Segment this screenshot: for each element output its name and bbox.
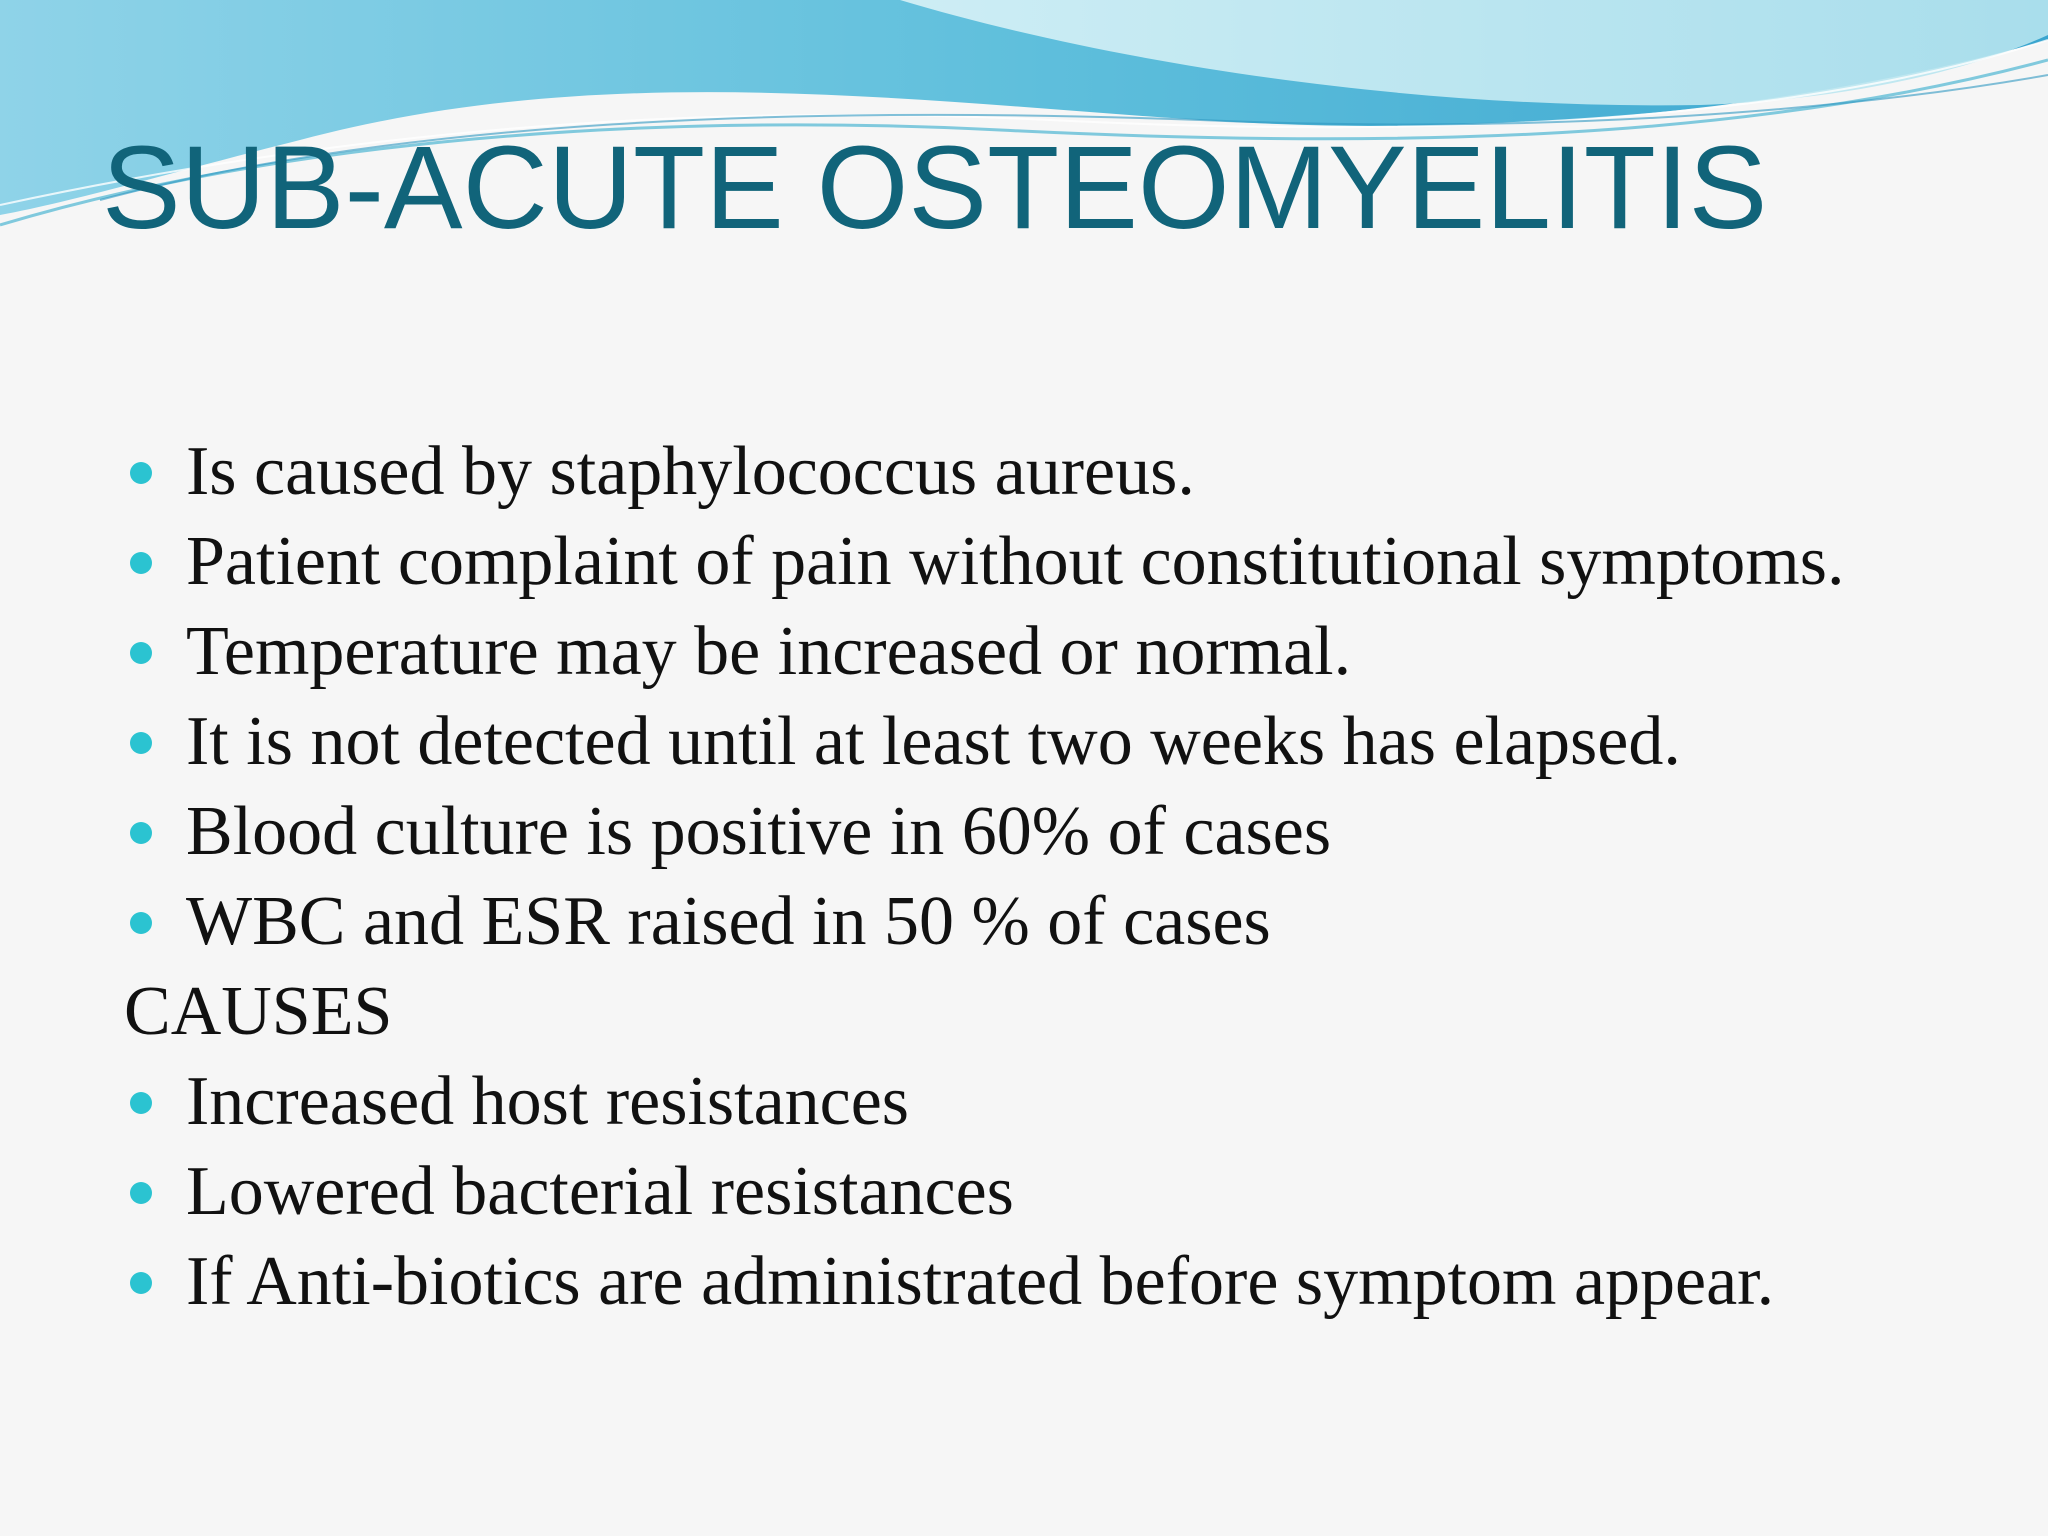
bullet-text: It is not detected until at least two weeks has elapsed. <box>186 703 1681 780</box>
bullet-dot-icon <box>130 1092 152 1114</box>
slide-title: SUB-ACUTE OSTEOMYELITIS <box>102 122 1768 254</box>
bullet-dot-icon <box>130 642 152 664</box>
bullet-text: Temperature may be increased or normal. <box>186 613 1352 690</box>
bullet-item <box>124 702 1984 782</box>
bullet-dot-icon <box>130 552 152 574</box>
bullet-text: WBC and ESR raised in 50 % of cases <box>186 883 1271 960</box>
bullet-dot-icon <box>130 1272 152 1294</box>
slide-body <box>124 432 1984 1332</box>
bullet-item <box>124 432 1984 512</box>
bullet-item <box>124 882 1984 962</box>
bullet-item <box>124 1242 1984 1322</box>
bullet-dot-icon <box>130 732 152 754</box>
bullet-text: If Anti-biotics are administrated before symptom appear. <box>186 1243 1775 1320</box>
bullet-text: Blood culture is positive in 60% of cases <box>186 793 1332 870</box>
section-heading: CAUSES <box>124 973 393 1050</box>
bullet-text: Lowered bacterial resistances <box>186 1153 1014 1230</box>
bullet-text: Increased host resistances <box>186 1063 910 1140</box>
bullet-item <box>124 1152 1984 1232</box>
bullet-dot-icon <box>130 822 152 844</box>
bullet-text: Patient complaint of pain without constitutional symptoms. <box>186 523 1845 600</box>
bullet-item <box>124 522 1984 602</box>
bullet-dot-icon <box>130 462 152 484</box>
bullet-item <box>124 1062 1984 1142</box>
bullet-item <box>124 792 1984 872</box>
bullet-item <box>124 612 1984 692</box>
bullet-dot-icon <box>130 1182 152 1204</box>
bullet-text: Is caused by staphylococcus aureus. <box>186 433 1195 510</box>
bullet-dot-icon <box>130 912 152 934</box>
